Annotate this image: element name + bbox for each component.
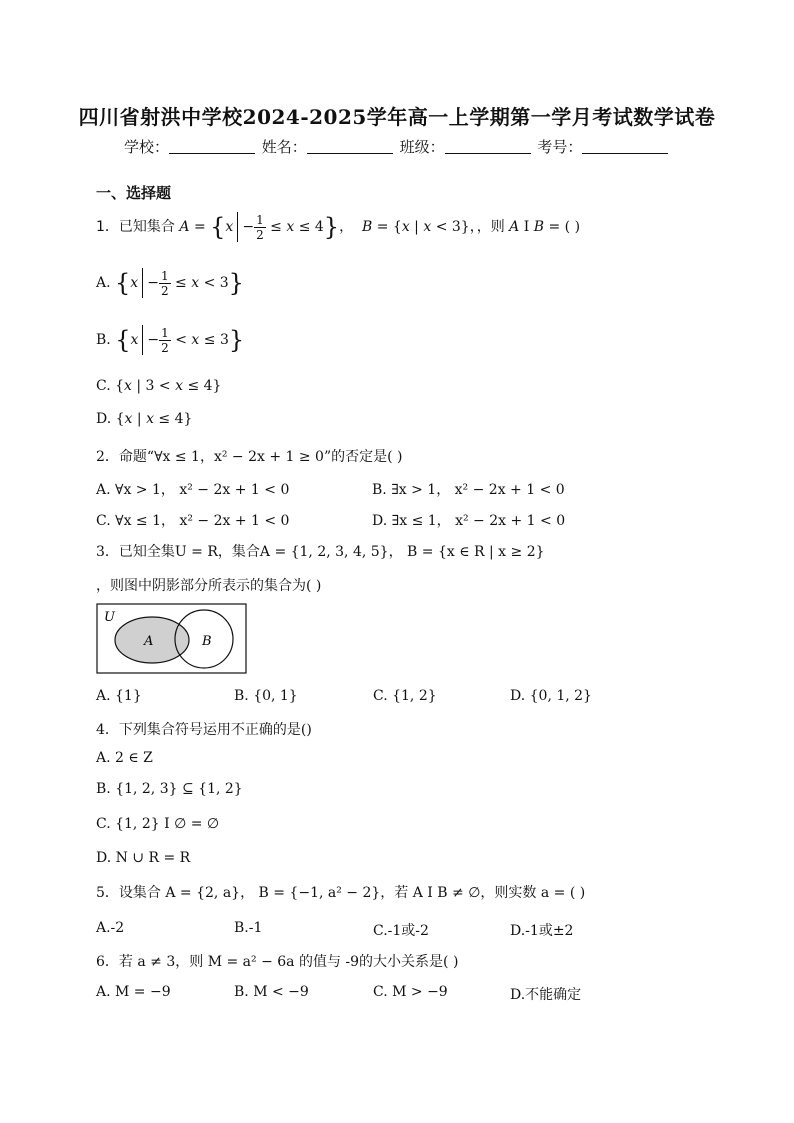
question-1-option-a: A. {x − $\frac{1}{2}$ ≤ x < 3} <box>96 268 244 298</box>
section-heading: 一、选择题 <box>96 184 172 202</box>
question-4-option-a: A. 2 ∈ Z <box>96 750 153 766</box>
question-2-option-c: C. ∀x ≤ 1， x² − 2x + 1 < 0 <box>96 513 290 529</box>
question-2-option-a: A. ∀x > 1， x² − 2x + 1 < 0 <box>96 482 290 498</box>
question-6-stem: 6．若 a ≠ 3，则 M = a² − 6a 的值与 -9的大小关系是( ) <box>96 954 459 970</box>
venn-diagram <box>96 603 248 675</box>
question-3-stem-continued: ，则图中阴影部分所表示的集合为( ) <box>96 578 322 594</box>
number-blank <box>582 139 668 154</box>
question-3-stem: 3．已知全集U = R，集合A = {1, 2, 3, 4, 5}， B = {x ∈ R | x ≥ 2} <box>96 544 545 560</box>
class-blank <box>445 139 531 154</box>
name-blank <box>307 139 393 154</box>
class-label: 班级： <box>399 138 445 156</box>
question-1-option-d: D. {x | x ≤ 4} <box>96 411 193 427</box>
question-1-option-c: C. {x | 3 < x ≤ 4} <box>96 378 222 394</box>
question-6-option-b: B. M < −9 <box>234 984 309 1000</box>
number-label: 考号： <box>537 138 583 156</box>
question-5-option-d: D.-1或±2 <box>510 923 574 939</box>
venn-label-b: B <box>202 634 212 649</box>
question-6-option-d: D.不能确定 <box>510 987 582 1003</box>
question-2-option-d: D. ∃x ≤ 1， x² − 2x + 1 < 0 <box>372 513 566 529</box>
question-6-option-c: C. M > −9 <box>373 984 448 1000</box>
question-4-option-c: C. {1, 2} I ∅ = ∅ <box>96 816 220 832</box>
question-3-option-d: D. {0, 1, 2} <box>510 688 592 704</box>
question-5-stem: 5．设集合 A = {2, a}， B = {−1, a² − 2}，若 A I B ≠ ∅，则实数 a = ( ) <box>96 885 586 901</box>
question-4-option-d: D. N ∪ R = R <box>96 850 191 866</box>
question-5-option-b: B.-1 <box>234 920 263 936</box>
venn-label-u: U <box>104 610 115 625</box>
question-1-stem: 1．已知集合 A = {x − $\frac{1}{2}$ ≤ x ≤ 4}， B = {x | x < 3}，，则 A I B = ( ) <box>96 212 581 242</box>
question-3-option-c: C. {1, 2} <box>373 688 437 704</box>
question-1-option-b: B. {x − $\frac{1}{2}$ < x ≤ 3} <box>96 325 245 355</box>
school-blank <box>169 139 255 154</box>
question-2-option-b: B. ∃x > 1， x² − 2x + 1 < 0 <box>372 482 565 498</box>
question-5-option-c: C.-1或-2 <box>373 923 429 939</box>
question-3-option-b: B. {0, 1} <box>234 688 298 704</box>
question-3-option-a: A. {1} <box>96 688 142 704</box>
name-label: 姓名： <box>261 138 307 156</box>
question-4-option-b: B. {1, 2, 3} ⊆ {1, 2} <box>96 781 243 797</box>
question-6-option-a: A. M = −9 <box>96 984 171 1000</box>
question-4-stem: 4．下列集合符号运用不正确的是() <box>96 722 312 738</box>
venn-label-a: A <box>144 634 154 649</box>
school-label: 学校： <box>124 138 170 156</box>
page-title: 四川省射洪中学校2024-2025学年高一上学期第一学月考试数学试卷 <box>78 105 716 129</box>
question-5-option-a: A.-2 <box>96 920 125 936</box>
student-info-row <box>124 136 670 157</box>
question-2-stem: 2．命题“∀x ≤ 1，x² − 2x + 1 ≥ 0”的否定是( ) <box>96 449 403 465</box>
